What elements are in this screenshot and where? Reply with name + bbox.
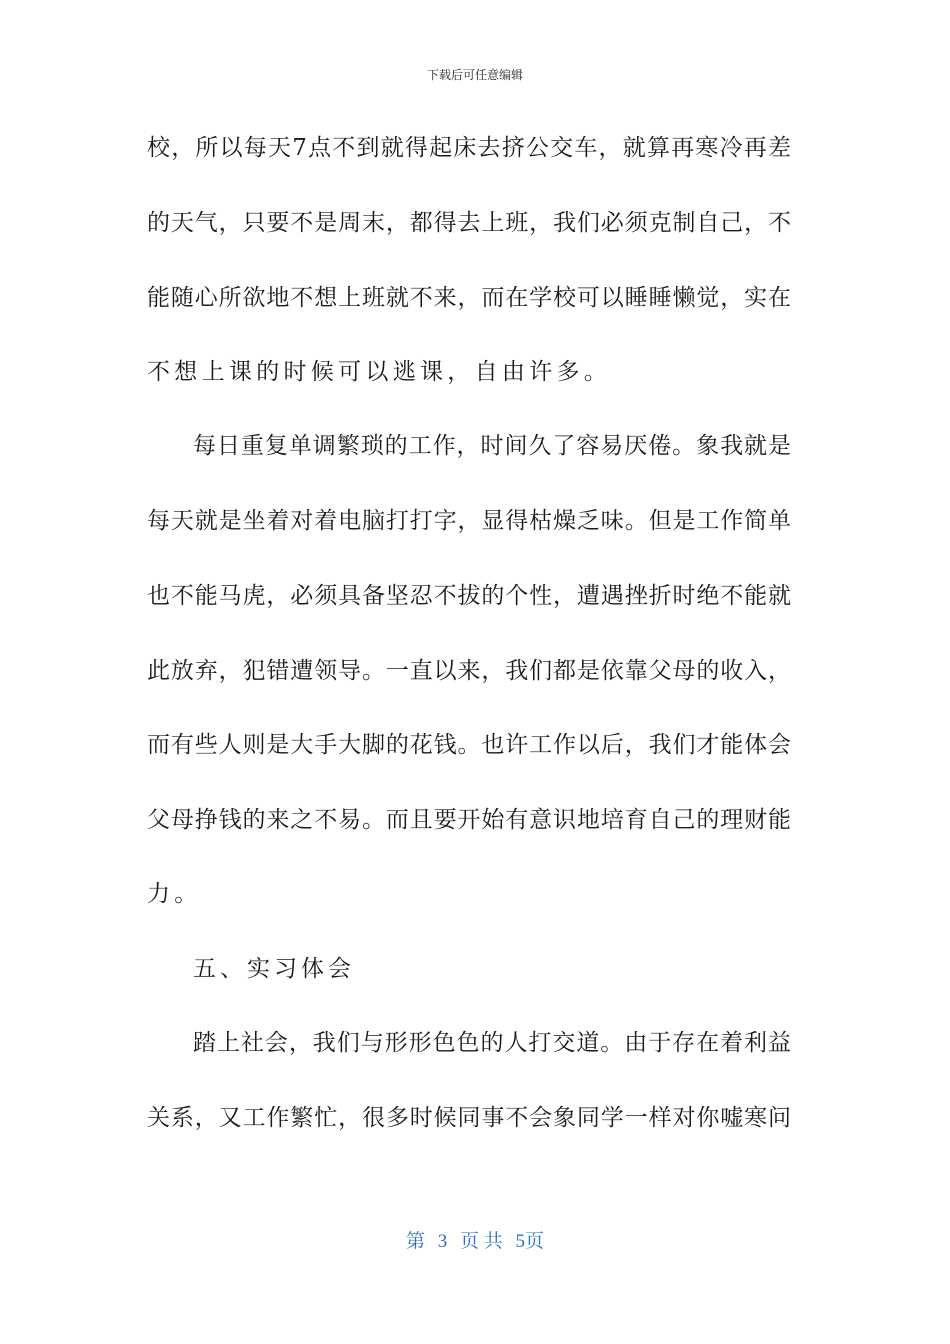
body-line: 能随心所欲地不想上班就不来，而在学校可以睡睡懒觉，实在 xyxy=(147,285,791,311)
section-heading: 五、实习体会 xyxy=(193,956,355,982)
body-line: 此放弃，犯错遭领导。一直以来，我们都是依靠父母的收入， xyxy=(147,658,791,684)
body-line: 关系，又工作繁忙，很多时候同事不会象同学一样对你嘘寒问 xyxy=(147,1105,791,1131)
body-line: 父母挣钱的来之不易。而且要开始有意识地培育自己的理财能 xyxy=(147,807,791,833)
body-line: 而有些人则是大手大脚的花钱。也许工作以后，我们才能体会 xyxy=(147,732,791,758)
page-header: 下载后可任意编辑 xyxy=(426,68,523,82)
page-footer xyxy=(0,1226,950,1253)
current-page-number: 3 xyxy=(437,1231,448,1252)
body-line: 校，所以每天7点不到就得起床去挤公交车，就算再寒冷再差 xyxy=(147,135,791,161)
paragraph-first-line: 踏上社会，我们与形形色色的人打交道。由于存在着利益 xyxy=(193,1030,791,1056)
total-pages: 5页 xyxy=(515,1231,545,1252)
body-line: 每天就是坐着对着电脑打打字，显得枯燥乏味。但是工作简单 xyxy=(147,508,791,534)
page-label: 第 xyxy=(405,1231,425,1252)
body-line: 力。 xyxy=(147,881,202,907)
paragraph-first-line: 每日重复单调繁琐的工作，时间久了容易厌倦。象我就是 xyxy=(193,433,791,459)
body-line: 的天气，只要不是周末，都得去上班，我们必须克制自己，不 xyxy=(147,210,791,236)
body-line: 不想上课的时候可以逃课，自由许多。 xyxy=(147,359,612,385)
body-line: 也不能马虎，必须具备坚忍不拔的个性，遭遇挫折时绝不能就 xyxy=(147,583,791,609)
page-of-label: 页 共 xyxy=(459,1231,503,1252)
